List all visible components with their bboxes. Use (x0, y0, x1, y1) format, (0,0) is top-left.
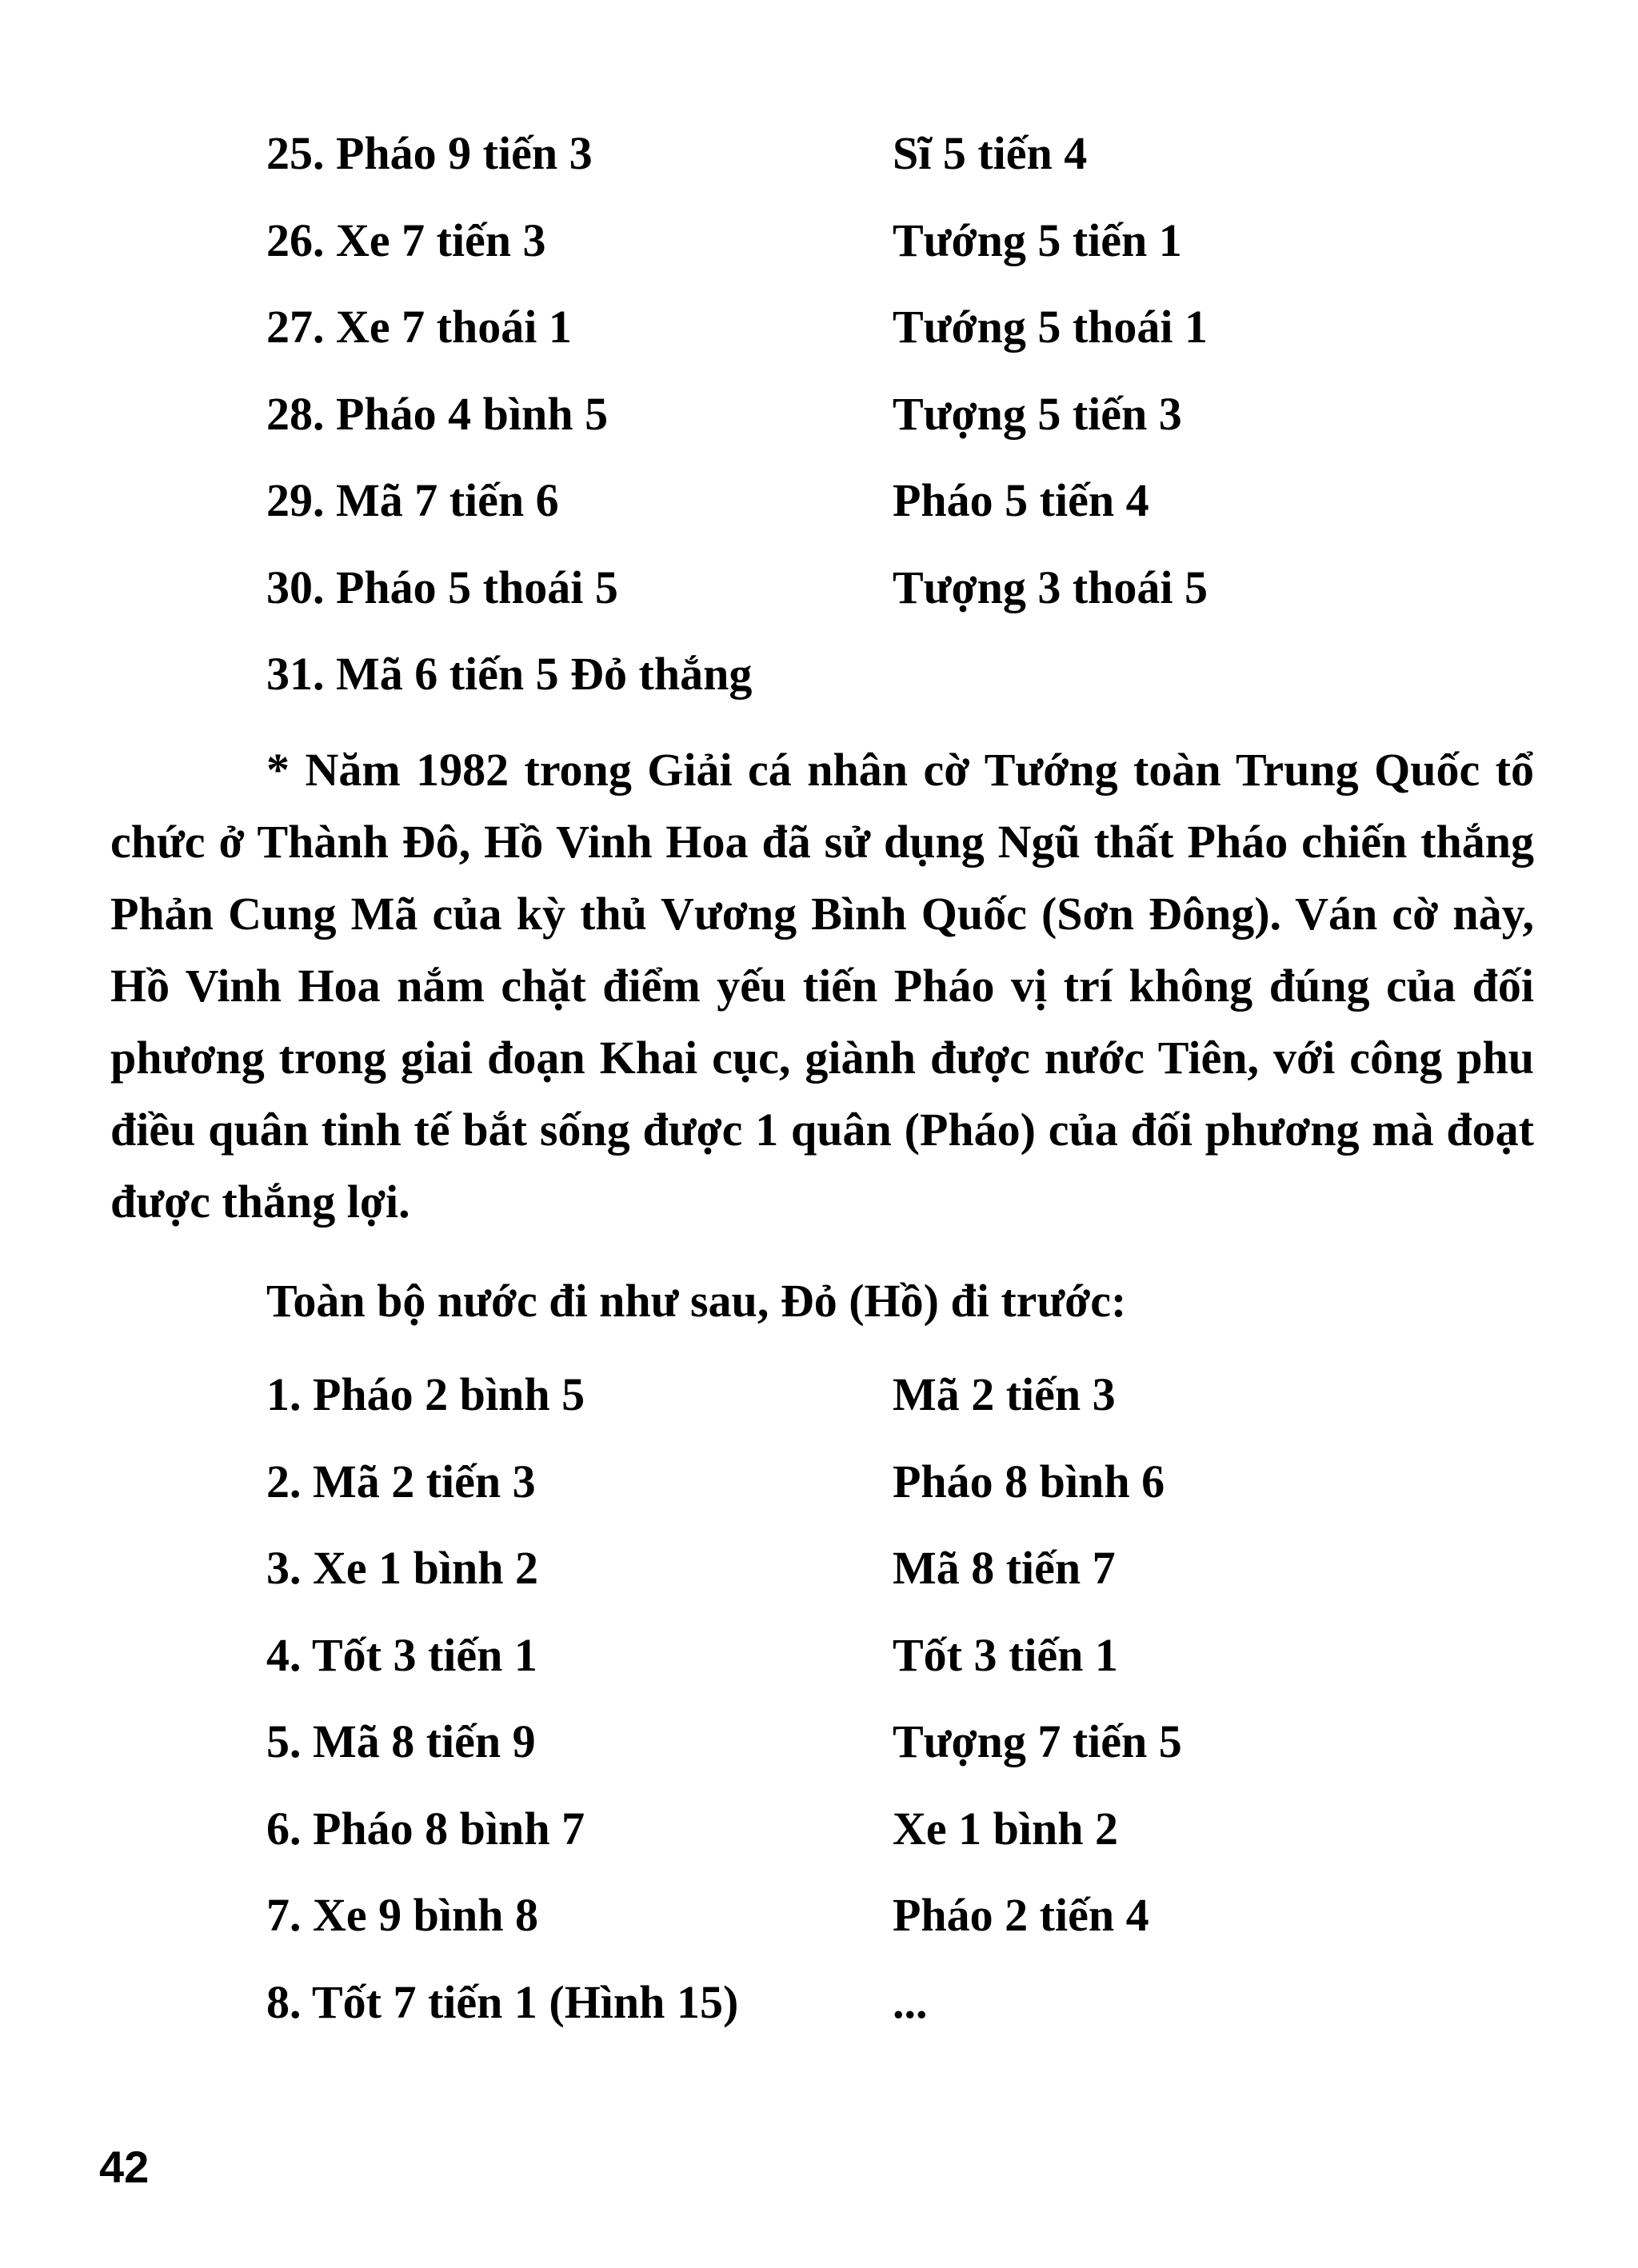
black-move: Pháo 8 bình 6 (893, 1455, 1165, 1507)
page-number: 42 (99, 2142, 150, 2192)
red-move: 1. Pháo 2 bình 5 (266, 1368, 585, 1421)
red-move: 8. Tốt 7 tiến 1 (Hình 15) (266, 1975, 739, 2028)
red-move: 30. Pháo 5 thoái 5 (266, 561, 618, 613)
red-move: 6. Pháo 8 bình 7 (266, 1802, 585, 1855)
red-move: 7. Xe 9 bình 8 (266, 1889, 539, 1942)
move-row (266, 1872, 1546, 1959)
black-move: Pháo 5 tiến 4 (893, 474, 1149, 527)
move-row (266, 1525, 1546, 1612)
red-move: 27. Xe 7 thoái 1 (266, 301, 572, 353)
move-row (266, 284, 1546, 371)
move-row (266, 1699, 1546, 1786)
black-move: Xe 1 bình 2 (893, 1802, 1119, 1855)
black-move: Tượng 5 tiến 3 (893, 387, 1182, 440)
black-move: Tượng 7 tiến 5 (893, 1715, 1182, 1768)
black-move: Mã 8 tiến 7 (893, 1542, 1116, 1595)
move-list-top (266, 110, 1546, 718)
move-row (266, 545, 1546, 632)
black-move: Sĩ 5 tiến 4 (893, 127, 1088, 180)
black-move: ... (893, 1975, 928, 2028)
move-row (266, 631, 1546, 718)
red-move: 4. Tốt 3 tiến 1 (266, 1628, 537, 1681)
red-move: 29. Mã 7 tiến 6 (266, 474, 559, 527)
moves-intro-line: Toàn bộ nước đi như sau, Đỏ (Hồ) đi trước: (266, 1275, 1127, 1327)
red-move: 31. Mã 6 tiến 5 Đỏ thắng (266, 648, 753, 701)
black-move: Pháo 2 tiến 4 (893, 1889, 1149, 1942)
move-row (266, 457, 1546, 545)
move-row (266, 1352, 1546, 1439)
move-row (266, 1959, 1546, 2046)
red-move: 28. Pháo 4 bình 5 (266, 387, 609, 440)
move-row (266, 110, 1546, 198)
red-move: 5. Mã 8 tiến 9 (266, 1715, 536, 1768)
red-move: 2. Mã 2 tiến 3 (266, 1455, 536, 1507)
move-list-bottom (266, 1352, 1546, 2046)
red-move: 3. Xe 1 bình 2 (266, 1542, 539, 1595)
black-move: Tốt 3 tiến 1 (893, 1628, 1118, 1681)
move-row (266, 198, 1546, 285)
move-row (266, 1786, 1546, 1873)
move-row (266, 1612, 1546, 1699)
red-move: 26. Xe 7 tiến 3 (266, 214, 546, 266)
black-move: Mã 2 tiến 3 (893, 1368, 1116, 1421)
move-row (266, 1439, 1546, 1526)
black-move: Tượng 3 thoái 5 (893, 561, 1209, 613)
move-row (266, 371, 1546, 458)
black-move: Tướng 5 thoái 1 (893, 301, 1209, 353)
red-move: 25. Pháo 9 tiến 3 (266, 127, 593, 180)
black-move: Tướng 5 tiến 1 (893, 214, 1182, 266)
game-description-paragraph: * Năm 1982 trong Giải cá nhân cờ Tướng toàn Trung Quốc tổ chức ở Thành Đô, Hồ Vinh Hoa đã sử dụng Ngũ thất Pháo chiến thắng Phản Cung Mã của kỳ thủ Vương Bình Quốc (Sơn Đông). Ván cờ này, Hồ Vinh Hoa nắm chặt điểm yếu tiến Pháo vị trí không đúng của đối phương trong giai đoạn Khai cục, giành được nước Tiên, với công phu điều quân tinh tế bắt sống được 1 quân (Pháo) của đối phương mà đoạt được thắng lợi. (110, 744, 1534, 1228)
